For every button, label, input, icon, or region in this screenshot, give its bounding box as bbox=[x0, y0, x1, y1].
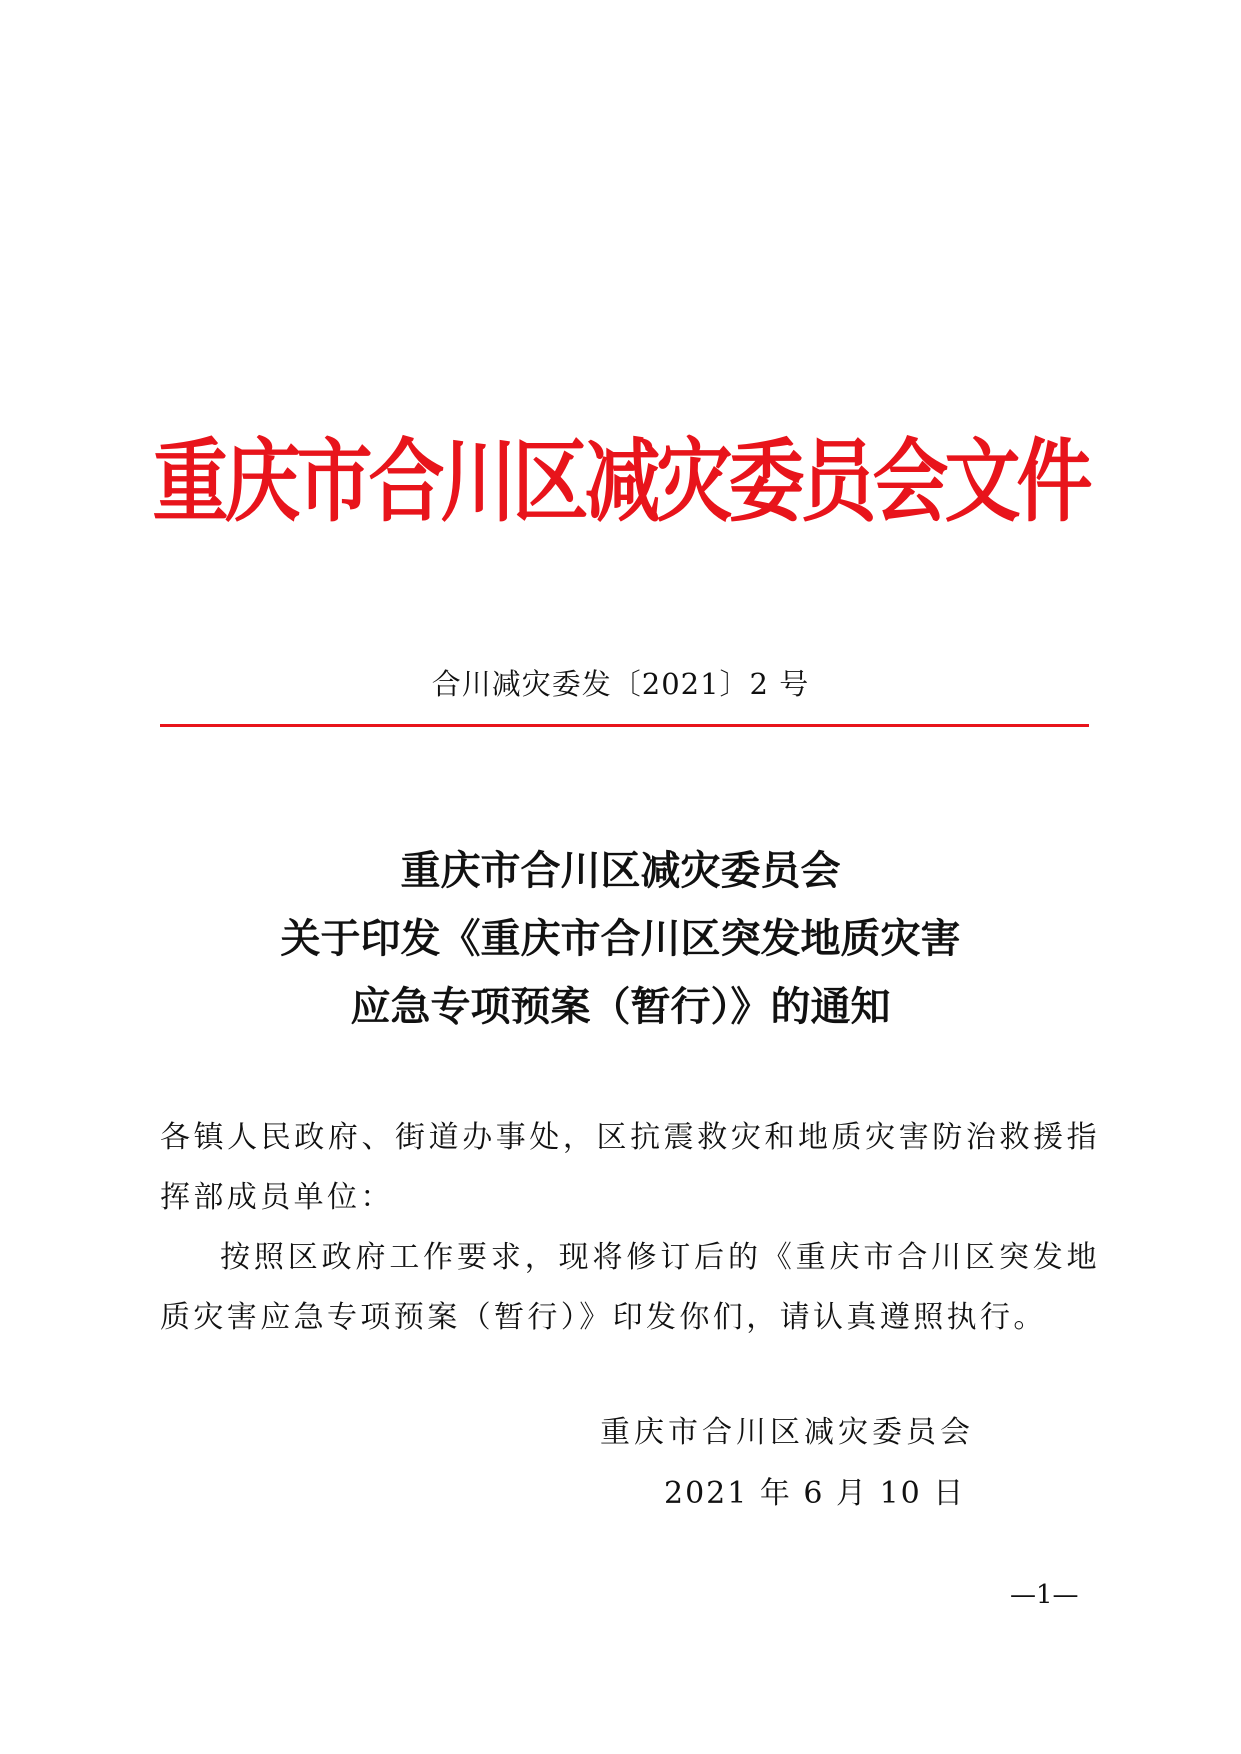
notice-title-line-2: 关于印发《重庆市合川区突发地质灾害 bbox=[280, 916, 961, 962]
header-red-rule bbox=[160, 724, 1089, 727]
notice-title-line-3: 应急专项预案（暂行）》的通知 bbox=[350, 984, 891, 1030]
page-number: —1— bbox=[1010, 1580, 1079, 1610]
signature-date: 2021 年 6 月 10 日 bbox=[664, 1476, 966, 1511]
document-header-title: 重庆市合川区减灾委员会文件 bbox=[152, 428, 1089, 534]
signature-organization: 重庆市合川区减灾委员会 bbox=[600, 1415, 974, 1450]
salutation: 各镇人民政府、街道办事处，区抗震救灾和地质灾害防治救援指挥部成员单位： bbox=[160, 1120, 1100, 1215]
document-number: 合川减灾委发〔2021〕2 号 bbox=[431, 667, 810, 701]
notice-body bbox=[160, 1108, 1100, 1348]
notice-title bbox=[0, 837, 1241, 1041]
body-paragraph: 按照区政府工作要求，现将修订后的《重庆市合川区突发地质灾害应急专项预案（暂行）》印发你们，请认真遵照执行。 bbox=[160, 1240, 1100, 1335]
notice-title-line-1: 重庆市合川区减灾委员会 bbox=[400, 848, 841, 894]
